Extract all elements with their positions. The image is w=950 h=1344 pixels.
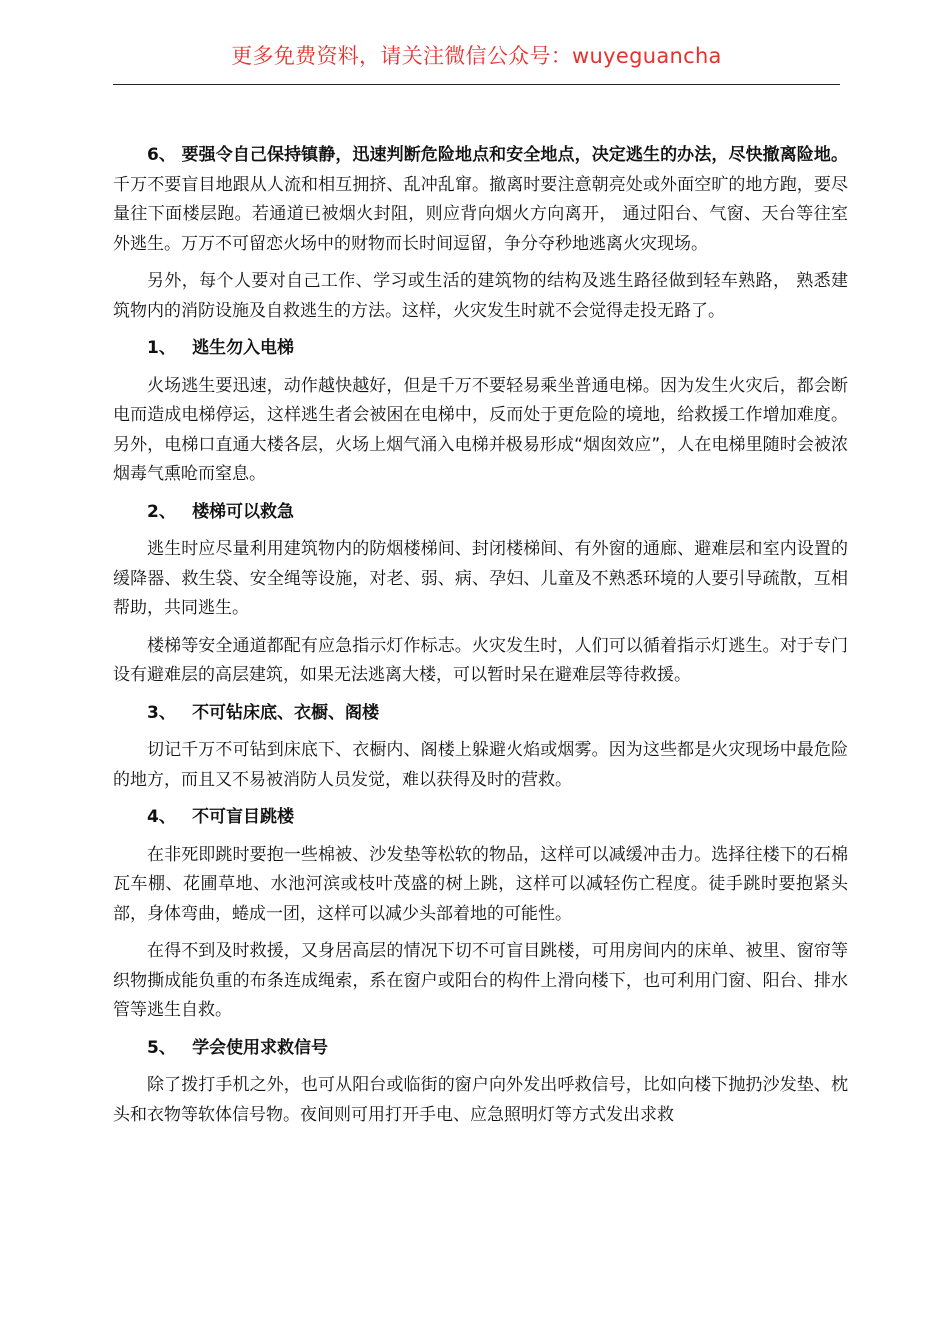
heading-1: [113, 334, 848, 364]
heading-2-paragraph-2: 楼梯等安全通道都配有应急指示灯作标志。火灾发生时，人们可以循着指示灯逃生。对于专门设有避难层的高层建筑，如果无法逃离大楼，可以暂时呆在避难层等待救援。: [113, 635, 848, 685]
heading-1-number: 1、: [147, 338, 176, 358]
heading-1-paragraph: 火场逃生要迅速，动作越快越好，但是千万不要轻易乘坐普通电梯。因为发生火灾后，都会断电而造成电梯停运，这样逃生者会被困在电梯中，反而处于更危险的境地，给救援工作增加难度。另外，电梯口直通大楼各层，火场上烟气涌入电梯并极易形成“烟囱效应”，人在电梯里随时会被浓烟毒气熏呛而窒息。: [113, 375, 848, 484]
heading-3: [113, 699, 848, 729]
heading-2-title: 楼梯可以救急: [192, 501, 295, 522]
heading-4-paragraph-2: 在得不到及时救援，又身居高层的情况下切不可盲目跳楼，可用房间内的床单、被里、窗帘等织物撕成能负重的布条连成绳索，系在窗户或阳台的构件上滑向楼下，也可利用门窗、阳台、排水管等逃生自救。: [113, 941, 848, 1020]
paragraph-extra: 另外，每个人要对自己工作、学习或生活的建筑物的结构及逃生路径做到轻车熟路， 熟悉建筑物内的消防设施及自救逃生的方法。这样，火灾发生时就不会觉得走投无路了。: [113, 271, 848, 321]
paragraph-6: [113, 141, 848, 259]
heading-4: [113, 803, 848, 833]
heading-4-paragraph-1: 在非死即跳时要抱一些棉被、沙发垫等松软的物品，这样可以减缓冲击力。选择往楼下的石棉瓦车棚、花圃草地、水池河滨或枝叶茂盛的树上跳，这样可以减轻伤亡程度。徒手跳时要抱紧头部，身体弯曲，蜷成一团，这样可以减少头部着地的可能性。: [113, 844, 848, 924]
heading-5-number: 5、: [147, 1037, 176, 1058]
heading-2-number: 2、: [147, 501, 176, 522]
paragraph-6-text: 千万不要盲目地跟从人流和相互拥挤、乱冲乱窜。撤离时要注意朝亮处或外面空旷的地方跑，要尽量往下面楼层跑。若通道已被烟火封阻，则应背向烟火方向离开， 通过阳台、气窗、天台等往室外逃生。万万不可留恋火场中的财物而长时间逗留，争分夺秒地逃离火灾现场。: [113, 174, 848, 254]
paragraph-6-number: 6、: [147, 145, 177, 165]
heading-2-paragraph-1: 逃生时应尽量利用建筑物内的防烟楼梯间、封闭楼梯间、有外窗的通廊、避难层和室内设置的缓降器、救生袋、安全绳等设施，对老、弱、病、孕妇、儿童及不熟悉环境的人要引导疏散，互相帮助，共同逃生。: [113, 539, 848, 618]
heading-3-number: 3、: [147, 702, 176, 723]
document-body: [113, 141, 848, 1138]
heading-2: [113, 498, 848, 528]
heading-5: [113, 1034, 848, 1064]
heading-1-title: 逃生勿入电梯: [192, 338, 295, 358]
heading-3-paragraph: 切记千万不可钻到床底下、衣橱内、阁楼上躲避火焰或烟雾。因为这些都是火灾现场中最危险的地方，而且又不易被消防人员发觉，难以获得及时的营救。: [113, 740, 848, 790]
promo-banner: 更多免费资料，请关注微信公众号：wuyeguancha: [231, 44, 722, 68]
header-divider: [113, 84, 840, 85]
heading-4-number: 4、: [147, 807, 176, 827]
heading-4-title: 不可盲目跳楼: [192, 807, 295, 827]
heading-5-paragraph: 除了拨打手机之外，也可从阳台或临街的窗户向外发出呼救信号，比如向楼下抛扔沙发垫、枕头和衣物等软体信号物。夜间则可用打开手电、应急照明灯等方式发出求救: [113, 1075, 848, 1125]
paragraph-6-bold: 要强令自己保持镇静，迅速判断危险地点和安全地点，决定逃生的办法，尽快撤离险地。: [181, 145, 848, 165]
heading-5-title: 学会使用求救信号: [192, 1037, 329, 1058]
heading-3-title: 不可钻床底、衣橱、阁楼: [192, 702, 380, 723]
